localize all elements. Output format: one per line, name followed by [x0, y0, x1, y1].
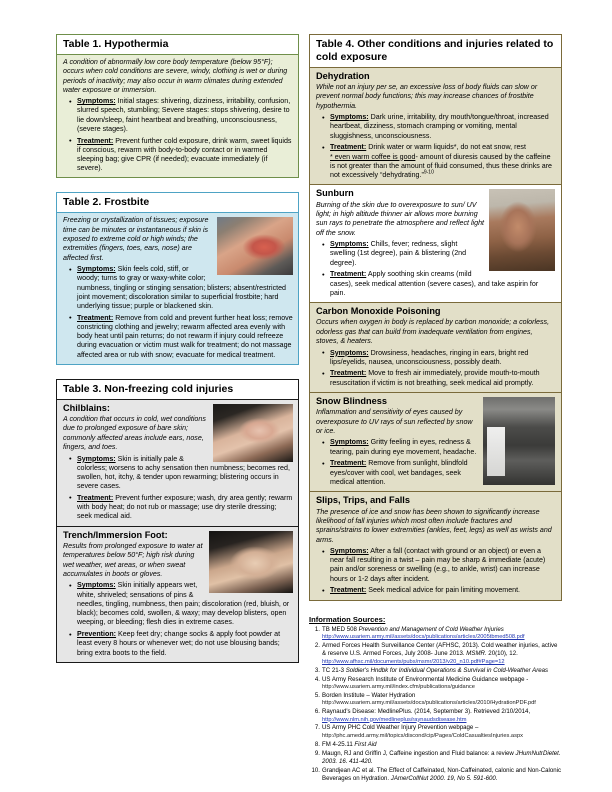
section-intro: Occurs when oxygen in body is replaced by carbon monoxide; a colorless, odorless gas that can build from inadequate ventilation from engines, stoves, & heaters. — [316, 318, 550, 346]
list-item — [309, 724, 562, 740]
list-item — [72, 265, 293, 311]
point-text: Skin feels cold, stiff, or woody; turns to gray or waxy-white color; numbness, tingling or stinging sensation; blisters; absent/restricted joint movement; discoloration similar to superficial frostbite; hard underlying tissue; purple or blackened skin. — [77, 265, 286, 310]
left-column — [56, 34, 299, 792]
list-item — [325, 369, 555, 387]
table-3-title: Table 3. Non-freezing cold injuries — [57, 380, 298, 400]
ref-italic: MSMR — [466, 650, 485, 658]
ref-text2: . 2003. 16. 411-420. — [322, 749, 561, 766]
point-text: Prevent further exposure; wash, dry area gently; rewarm with body heat; do not rub or massage; use dry sterile dressing; seek medical aid. — [77, 493, 293, 521]
table-3-nonfreezing — [56, 379, 299, 663]
table-3-section-trenchfoot — [57, 526, 298, 662]
point-label: Symptoms: — [77, 581, 116, 590]
list-item — [325, 270, 555, 298]
ref-italic: First Aid — [354, 740, 377, 748]
table-2-title: Table 2. Frostbite — [57, 193, 298, 213]
table-4-section-slips-trips-falls — [310, 491, 561, 600]
table-2-frostbite — [56, 192, 299, 364]
footnote-superscript: 9-10 — [423, 169, 434, 176]
point-text: Dark urine, irritability, dry mouth/tongue/throat, increased heartbeat, dizziness, stomach cramping or vomiting, mental sluggishness, unconsciousness. — [330, 113, 549, 140]
point-text: Drowsiness, headaches, ringing in ears, bright red lips/eyelids, nausea, unconsciousness, possibly death. — [330, 348, 529, 366]
point-label: Treatment: — [330, 369, 367, 378]
ref-url[interactable]: http://www.nlm.nih.gov/medlineplus/raynaudsdisease.htm — [322, 716, 467, 723]
list-item — [72, 97, 293, 134]
ref-text: US Army Research Institute of Environmental Medicine Guidance webpage - — [322, 675, 529, 683]
list-item — [325, 438, 555, 456]
ref-url[interactable]: http://www.usariem.army.mil/assets/docs/publications/articles/2005tbmed508.pdf — [322, 634, 525, 641]
table-1-hypothermia — [56, 34, 299, 178]
ref-text: Raynaud's Disease: MedlinePlus. (2014, September 3). Retrieved 2/10/2014, — [322, 708, 531, 716]
section-heading: Sunburn — [316, 188, 354, 199]
point-text: Apply soothing skin creams (mild cases), seek medical attention (severe cases), and take aspirin for pain. — [330, 270, 539, 297]
right-column — [309, 34, 562, 792]
point-text: Chills, fever; redness, slight swelling (1st degree), pain & blistering (2nd degree). — [330, 240, 467, 267]
ref-text: Maugn, RJ and Griffin J, Caffeine ingestion and Fluid balance: a review — [322, 749, 516, 757]
table-1-body — [57, 55, 298, 178]
point-label: Treatment: — [330, 270, 367, 279]
section-points — [316, 438, 555, 487]
footnote-rest: - amount of diuresis caused by the caffeine is not greater than the amount of fluid consumed, thus these drinks are not excessively “dehydrating.” — [330, 152, 553, 179]
point-text: Gritty feeling in eyes, redness & tearing, pain during eye movement, headache. — [330, 438, 477, 456]
table-4-section-sunburn — [310, 184, 561, 302]
ref-italic2: JHumNutrDietet — [515, 749, 559, 757]
section-heading: Snow Blindness — [316, 395, 387, 406]
list-item — [309, 626, 562, 642]
ref-text: US Army PHC Cold Weather Injury Prevention webpage – — [322, 724, 479, 732]
list-item — [72, 581, 293, 627]
point-text: Keep feet dry; change socks & apply foot powder at least every 8 hours or whenever wet; do not use blousing bands; bring extra boots to the field. — [77, 630, 281, 657]
section-heading: Trench/Immersion Foot: — [63, 529, 168, 540]
point-text: Initial stages: shivering, dizziness, irritability, confusion, slurred speech, stumbling; Severe stages: stops shivering, desire to lie down/sleep, faint heartbeat and breathing, unconsciousness, (severe stages). — [77, 97, 291, 133]
table-1-title: Table 1. Hypothermia — [57, 35, 298, 55]
table-2-points — [63, 265, 293, 360]
point-label: Treatment: — [77, 493, 114, 502]
section-points — [316, 113, 555, 180]
section-intro: The presence of ice and snow has been shown to significantly increase likelihood of fall injuries which most often include fractures and sprains/strains to lower extremities (ankles, feet, legs) as well as wrists and arms. — [316, 507, 552, 544]
ref-italic2: JAmerCollNut 2000. 19, No 5. 591-600. — [390, 775, 498, 783]
section-points — [316, 547, 555, 596]
list-item — [325, 349, 555, 367]
point-label: Symptoms: — [77, 265, 116, 274]
information-sources — [309, 615, 562, 784]
section-points — [63, 455, 293, 522]
ref-url[interactable]: http://www.usariem.army.mil/assets/docs/publications/articles/2010/HydrationPDF.pdf — [322, 700, 536, 707]
table-1-intro: A condition of abnormally low core body temperature (below 95°F); occurs when cold conditions are severe, windy, clothing is wet or during periods of inactivity; may also occur in warm climates during extended water exposure or immersion. — [63, 57, 288, 94]
list-item — [309, 708, 562, 724]
list-item — [309, 767, 562, 784]
ref-url[interactable]: http://www.usariem.army.mil/index.cfm/publications/guidance — [322, 683, 475, 690]
list-item — [325, 547, 555, 584]
section-intro: Burning of the skin due to overexposure to sun/ UV light; in high altitude thinner air allows more burning sun rays to penetrate the atmosphere and reflect light off the snow. — [316, 200, 484, 237]
point-text: Prevent further cold exposure, drink warm, sweet liquids if conscious, rewarm with body-to-body contact or in warmed sleeping bag; give CPR (if needed); evacuate immediately (if severe). — [77, 136, 292, 173]
list-item — [72, 630, 293, 658]
table-4-section-carbon-monoxide — [310, 302, 561, 392]
list-item — [72, 137, 293, 174]
list-item — [309, 741, 562, 749]
point-label: Treatment: — [77, 136, 114, 145]
point-text: Move to fresh air immediately, provide mouth-to-mouth resuscitation if victim is not breathing, seek medical aid promptly. — [330, 369, 540, 387]
table-3-section-chilblains — [57, 400, 298, 526]
table-4-section-snow-blindness — [310, 392, 561, 491]
list-item — [325, 143, 555, 180]
ref-text: Armed Forces Health Surveillance Center (AFHSC, 2013). Cold weather injuries, active & reserve U.S. Armed Forces, July 2008- June 2013. — [322, 641, 558, 658]
point-text: Remove from cold and prevent further heat loss; remove constricting clothing and jewelry; rewarm affected area evenly with body heat until pain returns; do not rewarm if injury could refreeze during evacuation or victim must walk for treatment; do not massage affected area or rub with snow; evacuate for medical treatment. — [77, 313, 293, 359]
table-4-other-conditions — [309, 34, 562, 601]
list-item — [309, 750, 562, 767]
point-text: Drink water or warm liquids*, do not eat snow, rest — [366, 143, 526, 152]
list-item — [72, 314, 293, 360]
ref-text: Grandjean AC et al. The Effect of Caffeinated, Non-Caffeinated, calonic and Non-Calonic Beverages on Hydration. — [322, 767, 562, 783]
point-text: Remove from sunlight, blindfold eyes/cover with cool, wet bandages, seek medical attention. — [330, 459, 468, 486]
list-item — [72, 494, 293, 522]
point-label: Symptoms: — [330, 438, 369, 447]
section-heading: Chilblains: — [63, 402, 110, 413]
ref-italic: Prevention and Management of Cold Weather Injuries — [358, 625, 504, 633]
ref-url[interactable]: http://phc.amedd.army.mil/topics/discond/cip/Pages/ColdCasualtiesInjuries.aspx — [322, 732, 523, 739]
table-2-intro: Freezing or crystallization of tissues; exposure time can be minutes or instantaneous if skin is exposed to extreme cold or high winds; the extremities (fingers, toes, ears, nose) are affected first. — [63, 216, 209, 262]
point-label: Symptoms: — [77, 97, 116, 106]
point-label: Treatment: — [330, 586, 367, 595]
list-item — [325, 113, 555, 141]
point-label: Treatment: — [330, 143, 367, 152]
point-label: Symptoms: — [330, 547, 369, 556]
section-heading: Slips, Trips, and Falls — [316, 495, 410, 506]
point-text: Skin is initially pale & colorless; worsens to achy sensation then numbness; becomes red, swollen, hot, itchy, & tender upon rewarming; blistering occurs in severe cases. — [77, 454, 290, 491]
ref-italic: Soldier's Hndbk for Individual Operations & Survival in Cold-Weather Areas — [345, 666, 549, 674]
section-points — [63, 581, 293, 657]
list-item — [309, 667, 562, 675]
ref-text: TC 21-3 — [322, 666, 346, 674]
point-label: Symptoms: — [77, 454, 116, 463]
list-item — [325, 240, 555, 268]
list-item — [325, 459, 555, 487]
section-intro: While not an injury per se, an excessive loss of body fluids can slow or prevent normal body functions; this may increase chances of frostbite hypothermia. — [316, 83, 538, 110]
ref-text2: . 20(10), 12. — [484, 650, 518, 658]
list-item — [309, 676, 562, 692]
ref-text: TB MED 508 — [322, 625, 359, 633]
point-label: Symptoms: — [330, 113, 369, 122]
section-intro: Inflammation and sensitivity of eyes caused by overexposure to UV rays of sun reflected by snow or ice. — [316, 408, 473, 436]
footnote-underline: * even warm coffee is good — [330, 152, 416, 161]
section-heading: Dehydration — [316, 70, 370, 81]
reference-list — [309, 626, 562, 784]
point-text: Skin initially appears wet, white, shriveled; sensations of pins & needles, tingling, numbness, then pain; discoloration (red, bluish, or black); becomes cold, swollen, & waxy; may develop blisters, open weeping, or bleeding; flesh dies in extreme cases. — [77, 581, 290, 627]
point-text: Seek medical advice for pain limiting movement. — [366, 586, 521, 595]
section-intro: A condition that occurs in cold, wet conditions due to prolonged exposure of bare skin; commonly affected areas include ears, nose, fingers, and toes. — [63, 415, 206, 452]
section-heading: Carbon Monoxide Poisoning — [316, 305, 441, 316]
point-label: Treatment: — [77, 313, 114, 322]
point-text: After a fall (contact with ground or an object) or even a near fall resulting in a twist – pain may be sharp & immediate (acute) pain and/or soreness or swelling (e.g., to ankle, wrist) can increase hours or 1-2 days after incident. — [330, 547, 546, 583]
point-label: Symptoms: — [330, 240, 369, 249]
point-label: Treatment: — [330, 459, 367, 468]
chilblains-hand-photo — [213, 404, 293, 462]
ref-text: FM 4-25.11 — [322, 740, 355, 748]
point-label: Prevention: — [77, 630, 117, 639]
list-item — [72, 455, 293, 492]
table-4-title: Table 4. Other conditions and injuries related to cold exposure — [310, 35, 561, 68]
list-item — [309, 642, 562, 666]
list-item — [325, 586, 555, 595]
list-item — [309, 692, 562, 708]
point-label: Symptoms: — [330, 348, 369, 357]
ref-url[interactable]: http://www.afhsc.mil/documents/pubs/msmr/2013/v20_n10.pdf#Page=12 — [322, 658, 505, 665]
table-4-section-dehydration — [310, 68, 561, 185]
ref-text: Borden Institute – Water Hydration — [322, 691, 416, 699]
references-title: Information Sources: — [309, 614, 386, 624]
section-points — [316, 349, 555, 388]
section-intro: Results from prolonged exposure to water at temperatures below 50°F; high risk during wet weather, wet areas, or when sweat accumulates in boots or gloves. — [63, 542, 203, 579]
table-1-points — [63, 97, 293, 173]
table-2-body — [57, 213, 298, 363]
